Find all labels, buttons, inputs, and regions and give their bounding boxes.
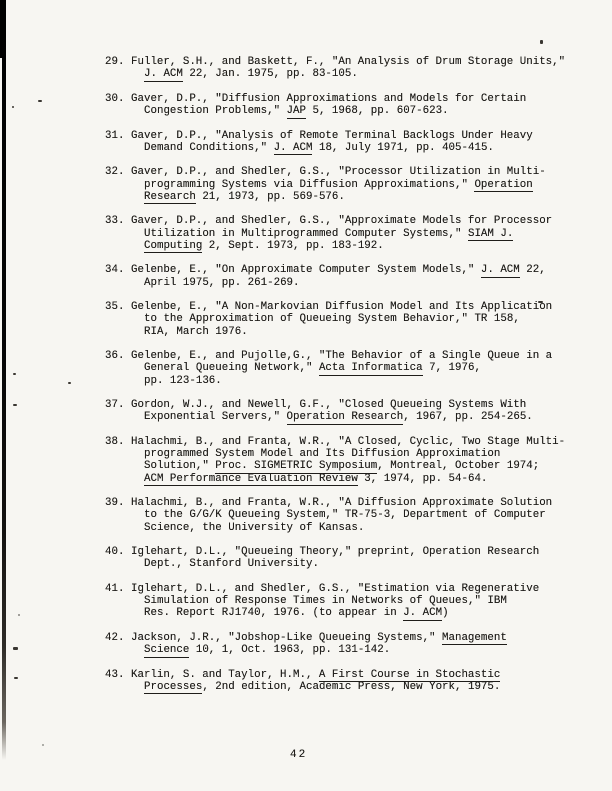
scan-speck <box>14 677 18 679</box>
reference-item <box>105 632 585 657</box>
reference-line: Gaver, D.P., "Analysis of Remote Terminal Backlogs Under Heavy <box>131 129 533 142</box>
reference-line: Processes, 2nd edition, Academic Press, New York, 1975. <box>144 680 501 693</box>
reference-line: Computing 2, Sept. 1973, pp. 183-192. <box>144 239 384 252</box>
reference-item <box>105 130 585 155</box>
reference-line: Gaver, D.P., and Shedler, G.S., "Approximate Models for Processor <box>131 215 553 228</box>
reference-line: Gaver, D.P., and Shedler, G.S., "Processor Utilization in Multi- <box>131 166 546 179</box>
reference-number: 30. <box>105 92 125 105</box>
reference-line: Research 21, 1973, pp. 569-576. <box>144 190 345 203</box>
reference-text <box>131 264 585 289</box>
reference-text <box>131 166 585 203</box>
reference-number: 35. <box>105 301 125 313</box>
reference-line: RIA, March 1976. <box>144 325 248 338</box>
reference-line: Iglehart, D.L., "Queueing Theory," preprint, Operation Research <box>131 546 540 558</box>
reference-text <box>131 497 585 534</box>
reference-text <box>131 93 585 118</box>
reference-number: 29. <box>105 56 125 68</box>
underlined-title: Operation <box>474 178 533 191</box>
reference-number: 40. <box>105 546 125 558</box>
page-number: 42 <box>290 749 308 761</box>
reference-number: 38. <box>105 435 125 448</box>
reference-text <box>131 301 585 338</box>
reference-number: 39. <box>105 497 125 509</box>
scan-speck <box>42 744 44 746</box>
reference-line: Science 10, 1, Oct. 1963, pp. 131-142. <box>144 644 391 656</box>
reference-line: ACM Performance Evaluation Review 3, 1974, pp. 54-64. <box>144 472 488 485</box>
underlined-title: Management <box>442 631 507 644</box>
reference-number: 43. <box>105 668 125 681</box>
reference-line: Simulation of Response Times in Networks of Queues," IBM <box>144 595 507 607</box>
underlined-title: JAP <box>286 105 306 117</box>
reference-list <box>105 56 585 705</box>
scan-speck <box>18 614 20 616</box>
reference-item <box>105 583 585 620</box>
reference-line: programmed System Model and Its Diffusion Approximation <box>144 448 501 460</box>
underlined-title: Proc. SIGMETRIC Symposium <box>215 460 378 473</box>
reference-item <box>105 436 585 485</box>
reference-number: 37. <box>105 399 125 411</box>
reference-line: programming Systems via Diffusion Approximations," Operation <box>144 178 533 191</box>
reference-text <box>131 669 585 694</box>
scan-speck <box>13 373 16 375</box>
underlined-title: SIAM J. <box>467 227 514 240</box>
underlined-title: A First Course in Stochastic <box>318 668 501 681</box>
reference-number: 36. <box>105 350 125 362</box>
scan-speck <box>13 647 18 650</box>
reference-text <box>131 546 585 571</box>
reference-number: 32. <box>105 166 125 179</box>
binding-mark-left-edge <box>2 0 6 760</box>
underlined-title: J. ACM <box>273 141 313 154</box>
reference-line: Karlin, S. and Taylor, H.M., A First Course in Stochastic <box>131 668 501 681</box>
reference-line: Iglehart, D.L., and Shedler, G.S., "Estimation via Regenerative <box>131 582 540 595</box>
reference-line: Solution," Proc. SIGMETRIC Symposium, Montreal, October 1974; <box>144 460 540 473</box>
underlined-title: J. ACM <box>403 607 443 620</box>
reference-line: Gaver, D.P., "Diffusion Approximations and Models for Certain <box>131 92 527 105</box>
underlined-title: Acta Informatica <box>318 362 423 375</box>
scan-speck <box>540 40 543 44</box>
reference-number: 33. <box>105 215 125 228</box>
scan-speck <box>13 404 17 406</box>
reference-item <box>105 301 585 338</box>
underlined-title: ACM Performance Evaluation Review <box>144 472 358 485</box>
reference-line: to the G/G/K Queueing System," TR-75-3, Department of Computer <box>144 509 546 522</box>
reference-item <box>105 497 585 534</box>
underlined-title: Operation Research <box>286 411 404 424</box>
reference-line: Gelenbe, E., "On Approximate Computer System Models," J. ACM 22, <box>131 264 546 277</box>
reference-item <box>105 166 585 203</box>
underlined-title: J. ACM <box>480 264 520 277</box>
reference-line: Demand Conditions," J. ACM 18, July 1971, pp. 405-415. <box>144 141 494 154</box>
reference-line: J. ACM 22, Jan. 1975, pp. 83-105. <box>144 68 358 81</box>
reference-item <box>105 56 585 81</box>
reference-line: Gordon, W.J., and Newell, G.F., "Closed Queueing Systems With <box>131 399 527 411</box>
reference-line: Halachmi, B., and Franta, W.R., "A Diffusion Approximate Solution <box>131 497 553 509</box>
scan-speck <box>68 382 71 384</box>
reference-line: April 1975, pp. 261-269. <box>144 276 300 289</box>
reference-number: 42. <box>105 631 125 644</box>
reference-line: Res. Report RJ1740, 1976. (to appear in J. ACM) <box>144 607 449 620</box>
reference-text <box>131 436 585 485</box>
reference-item <box>105 669 585 694</box>
reference-text <box>131 215 585 252</box>
reference-number: 31. <box>105 129 125 142</box>
reference-text <box>131 399 585 424</box>
reference-item <box>105 215 585 252</box>
underlined-title: Processes <box>144 680 203 693</box>
reference-item <box>105 546 585 571</box>
reference-item <box>105 93 585 118</box>
reference-line: pp. 123-136. <box>144 374 222 387</box>
reference-line: Dept., Stanford University. <box>144 558 319 571</box>
reference-item <box>105 399 585 424</box>
reference-number: 34. <box>105 264 125 277</box>
reference-line: Utilization in Multiprogrammed Computer Systems," SIAM J. <box>144 227 514 240</box>
reference-line: Science, the University of Kansas. <box>144 521 365 534</box>
underlined-title: Science <box>144 644 190 656</box>
reference-text <box>131 583 585 620</box>
reference-line: Gelenbe, E., and Pujolle,G., "The Behavior of a Single Queue in a <box>131 350 553 362</box>
underlined-title: Computing <box>144 239 203 252</box>
reference-text <box>131 350 585 387</box>
reference-item <box>105 264 585 289</box>
scan-speck <box>12 106 14 108</box>
reference-number: 41. <box>105 582 125 595</box>
scan-speck <box>38 100 42 102</box>
reference-line: Fuller, S.H., and Baskett, F., "An Analysis of Drum Storage Units," <box>131 56 566 68</box>
reference-text <box>131 632 585 657</box>
reference-text <box>131 56 585 81</box>
reference-line: Jackson, J.R., "Jobshop-Like Queueing Systems," Management <box>131 631 507 644</box>
underlined-title: Research <box>144 190 196 203</box>
reference-line: to the Approximation of Queueing System Behavior," TR 158, <box>144 313 520 326</box>
reference-line: Exponential Servers," Operation Research, 1967, pp. 254-265. <box>144 411 533 424</box>
reference-line: General Queueing Network," Acta Informatica 7, 1976, <box>144 362 481 375</box>
reference-line: Halachmi, B., and Franta, W.R., "A Closed, Cyclic, Two Stage Multi- <box>131 435 566 448</box>
reference-line: Gelenbe, E., "A Non-Markovian Diffusion Model and Its Application <box>131 301 553 313</box>
reference-line: Congestion Problems," JAP 5, 1968, pp. 607-623. <box>144 105 449 117</box>
reference-text <box>131 130 585 155</box>
reference-item <box>105 350 585 387</box>
underlined-title: J. ACM <box>144 68 183 81</box>
